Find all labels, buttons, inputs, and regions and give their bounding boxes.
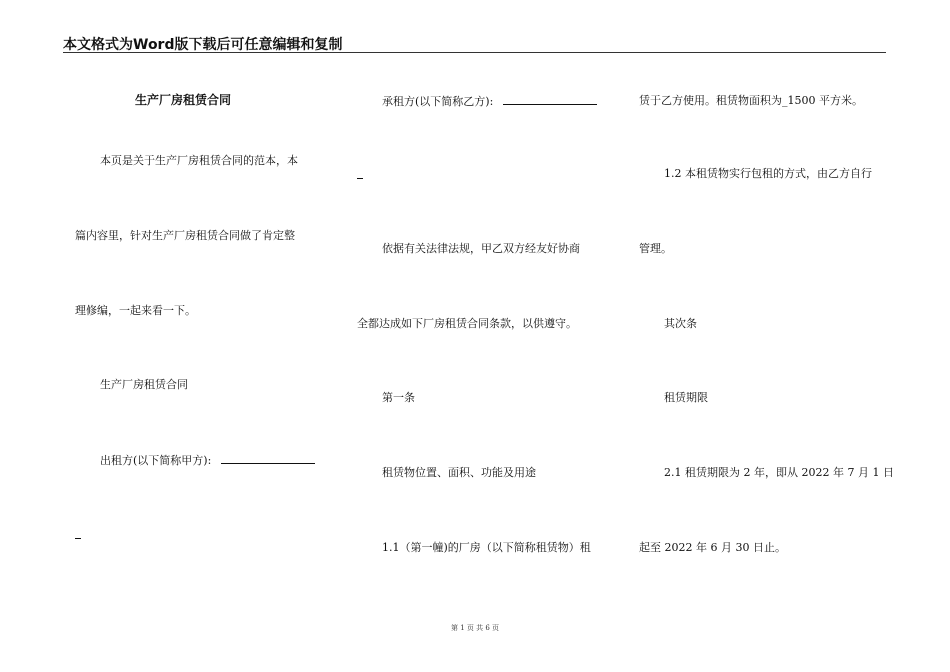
- intro-line-3: 理修编，一起来看一下。: [75, 304, 196, 317]
- term-end-line: 起至 2022 年 6 月 30 日止。: [639, 541, 786, 554]
- page-footer: 第 1 页 共 6 页: [450, 624, 500, 632]
- lessee-blank-field: [503, 94, 597, 105]
- agreement-line-1: 依据有关法律法规，甲乙双方经友好协商: [382, 242, 580, 255]
- section-heading: 生产厂房租赁合同: [100, 378, 188, 391]
- area-line: 赁于乙方使用。租赁物面积为_1500 平方米。: [639, 94, 863, 107]
- article-2-title: 租赁期限: [664, 391, 708, 404]
- column-middle: [357, 0, 612, 672]
- lessor-blank-field: [221, 453, 315, 464]
- lessee-label: 承租方(以下简称乙方):: [382, 95, 494, 108]
- intro-line-1: 本页是关于生产厂房租赁合同的范本，本: [100, 154, 298, 167]
- article-1-title: 租赁物位置、面积、功能及用途: [382, 466, 536, 479]
- article-2-label: 其次条: [664, 317, 697, 330]
- lessor-label: 出租方(以下简称甲方):: [100, 454, 212, 467]
- clause-1-2: 1.2 本租赁物实行包租的方式，由乙方自行: [664, 167, 872, 180]
- agreement-line-2: 全都达成如下厂房租赁合同条款，以供遵守。: [357, 317, 577, 330]
- dash-mark: [75, 538, 81, 539]
- header-banner: 本文格式为Word版下载后可任意编辑和复制: [63, 37, 343, 53]
- article-1-label: 第一条: [382, 391, 415, 404]
- management-line: 管理。: [639, 242, 672, 255]
- column-left: [75, 0, 325, 672]
- dash-mark: [357, 178, 363, 179]
- intro-line-2: 篇内容里，针对生产厂房租赁合同做了肯定整: [75, 229, 295, 242]
- column-right: [639, 0, 894, 672]
- contract-title: 生产厂房租赁合同: [135, 93, 232, 107]
- lessor-line: [100, 453, 315, 468]
- clause-2-1: 2.1 租赁期限为 2 年，即从 2022 年 7 月 1 日: [664, 466, 894, 479]
- clause-1-1: 1.1（第一幢)的厂房（以下简称租赁物）租: [382, 541, 591, 554]
- lessee-line: [382, 94, 597, 109]
